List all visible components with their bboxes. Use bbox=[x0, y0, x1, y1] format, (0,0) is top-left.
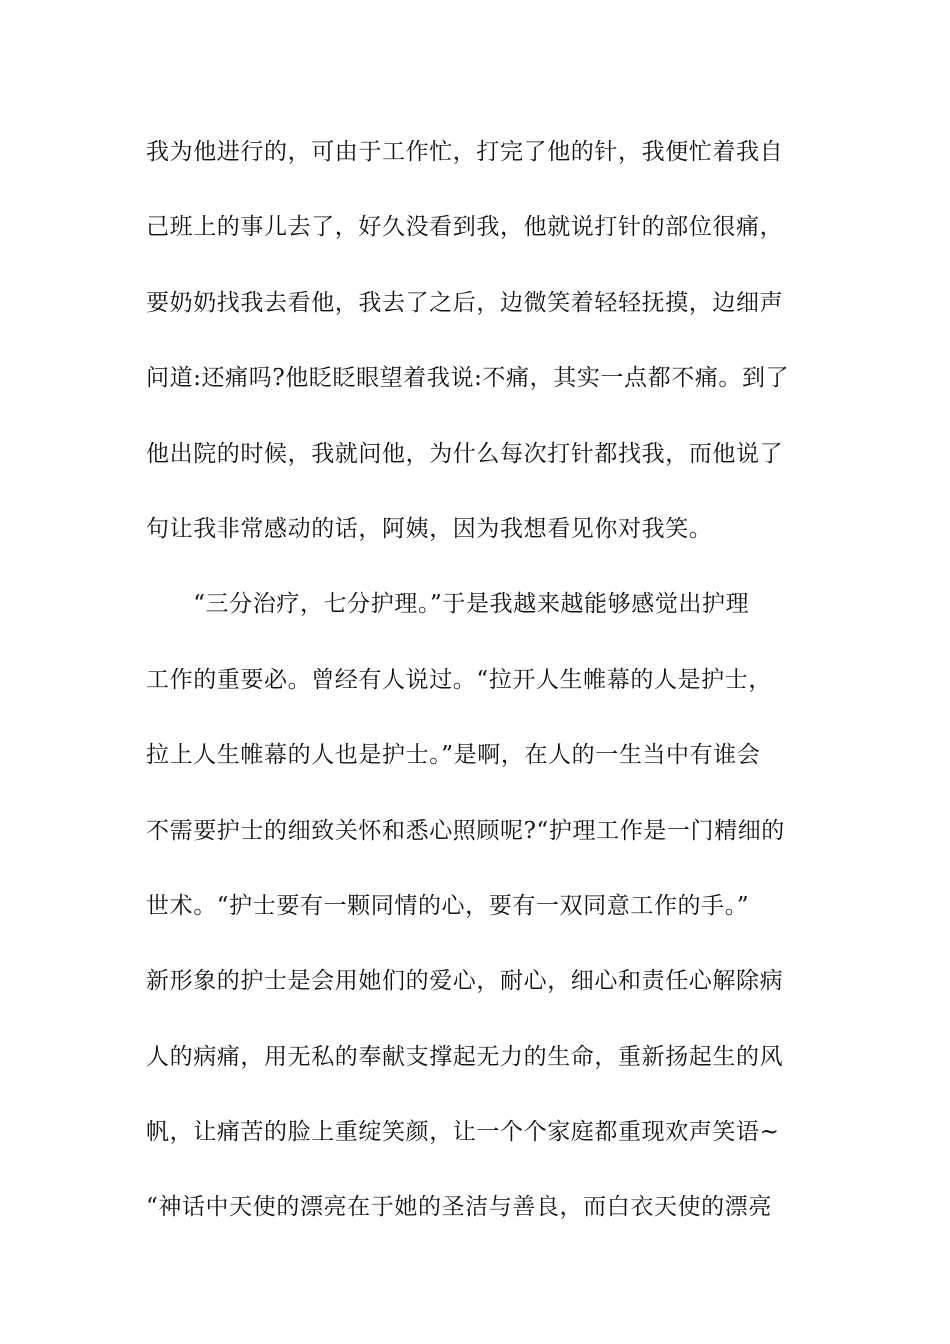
body-text bbox=[146, 128, 806, 1259]
text-line: 人的病痛，用无私的奉献支撑起无力的生命，重新扬起生的风 bbox=[146, 1043, 784, 1070]
text-line: 问道:还痛吗?他眨眨眼望着我说:不痛，其实一点都不痛。到了 bbox=[146, 365, 790, 392]
text-line: 己班上的事儿去了，好久没看到我，他就说打针的部位很痛， bbox=[146, 214, 784, 241]
text-line: 帆，让痛苦的脸上重绽笑颜，让一个个家庭都重现欢声笑语~ bbox=[146, 1119, 780, 1146]
text-line: “三分治疗，七分护理。”于是我越来越能够感觉出护理 bbox=[146, 591, 750, 618]
text-line: 句让我非常感动的话，阿姨，因为我想看见你对我笑。 bbox=[146, 515, 713, 542]
text-line: 工作的重要必。曾经有人说过。“拉开人生帷幕的人是护士， bbox=[146, 666, 772, 693]
text-line: 世术。“护士要有一颗同情的心，要有一双同意工作的手。” bbox=[146, 892, 750, 919]
text-line: 他出院的时候，我就问他，为什么每次打针都找我，而他说了 bbox=[146, 440, 784, 467]
text-line: 要奶奶找我去看他，我去了之后，边微笑着轻轻抚摸，边细声 bbox=[146, 289, 784, 316]
text-line: “神话中天使的漂亮在于她的圣洁与善良，而白衣天使的漂亮 bbox=[146, 1194, 772, 1221]
text-line: 拉上人生帷幕的人也是护士。”是啊，在人的一生当中有谁会 bbox=[146, 742, 761, 769]
text-line: 我为他进行的，可由于工作忙，打完了他的针，我便忙着我自 bbox=[146, 139, 784, 165]
text-line: 新形象的护士是会用她们的爱心，耐心，细心和责任心解除病 bbox=[146, 968, 784, 995]
text-line: 不需要护士的细致关怀和悉心照顾呢?“护理工作是一门精细的 bbox=[146, 817, 785, 844]
